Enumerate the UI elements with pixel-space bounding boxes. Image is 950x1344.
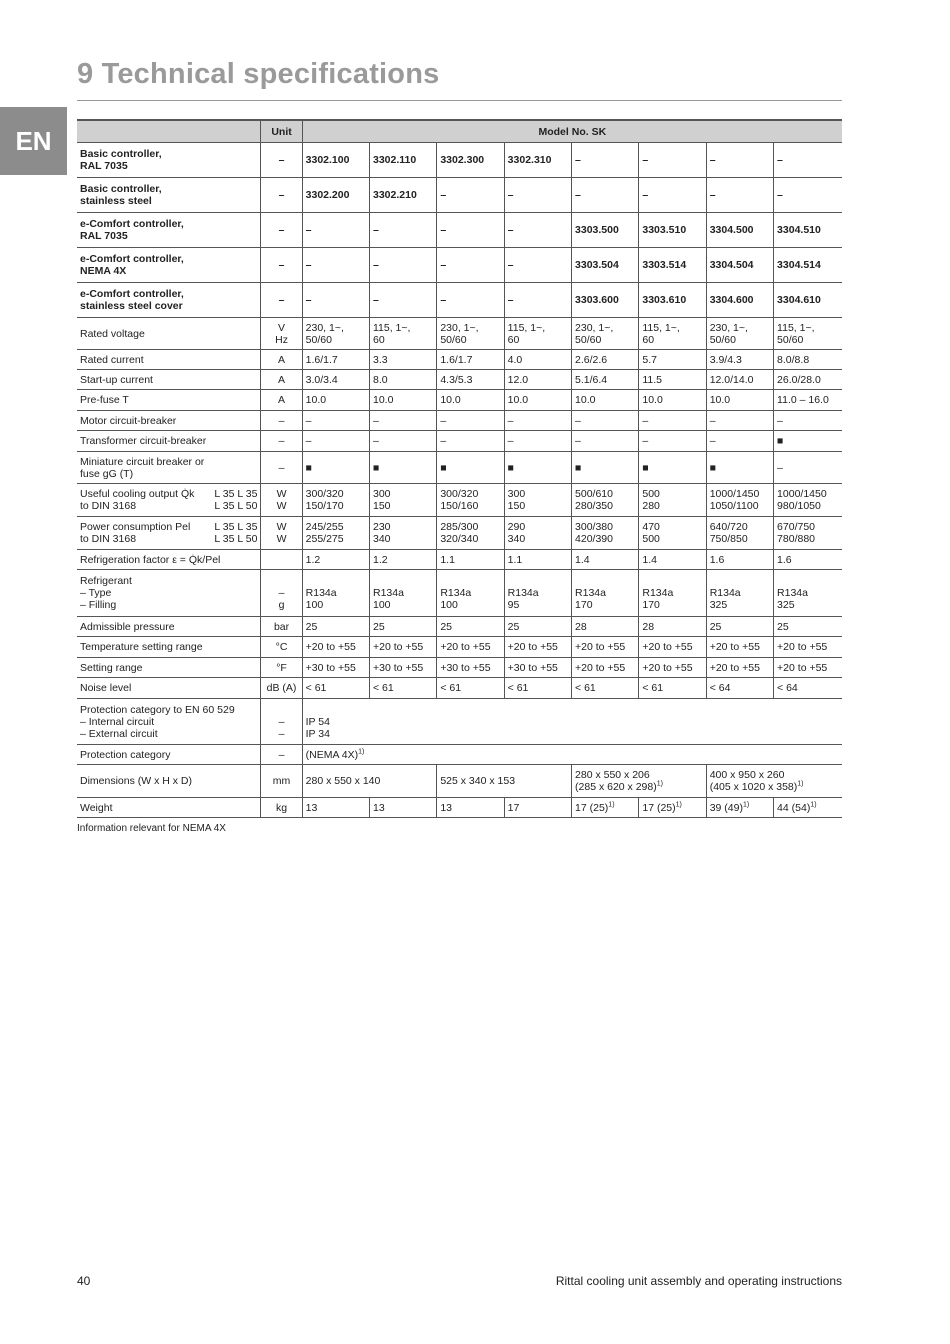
row-rated-voltage [77,318,842,350]
row-value: 10.0 [302,390,369,411]
row-value: R134a 95 [504,570,571,617]
row-value: 3.3 [369,350,436,370]
row-value: 3303.510 [639,213,706,248]
row-value: 3302.310 [504,143,571,178]
row-value: 8.0 [369,370,436,390]
row-value: 10.0 [572,390,639,411]
row-value: – [504,283,571,318]
row-label: Start-up current [77,370,261,390]
row-value: 280 x 550 x 140 [302,765,437,798]
row-label: Motor circuit-breaker [77,411,261,431]
footnote-ref: 1) [797,780,804,788]
row-value: +20 to +55 [572,637,639,658]
footnote-ref: 1) [656,780,663,788]
row-value: – [504,248,571,283]
row-value: 1.6 [774,550,842,570]
row-unit: – [261,213,302,248]
row-unit: – [261,143,302,178]
row-value: – [706,143,773,178]
row-value: 3304.514 [774,248,842,283]
row-label: Transformer circuit-breaker [77,431,261,452]
row-motor-breaker [77,411,842,431]
row-value: ■ [774,431,842,452]
row-value: 13 [369,798,436,818]
row-value: +20 to +55 [504,637,571,658]
row-value: 26.0/28.0 [774,370,842,390]
row-value: 3304.504 [706,248,773,283]
row-value: 285/300 320/340 [437,517,504,550]
row-value: 11.0 – 16.0 [774,390,842,411]
row-value: 25 [369,617,436,637]
row-unit: °C [261,637,302,658]
row-value: < 64 [706,678,773,699]
row-value: 28 [572,617,639,637]
spec-body [77,143,842,818]
row-value: – [437,213,504,248]
row-label: Temperature setting range [77,637,261,658]
row-value: – [369,248,436,283]
row-value: 640/720 750/850 [706,517,773,550]
row-value: 28 [639,617,706,637]
row-value: ■ [706,452,773,484]
row-unit: – [261,178,302,213]
row-value: +20 to +55 [706,637,773,658]
row-unit: – [261,745,302,765]
row-value: +30 to +55 [437,658,504,678]
row-value: 3302.300 [437,143,504,178]
footnote-ref: 1) [358,748,365,755]
row-value: 3302.210 [369,178,436,213]
row-value: 5.7 [639,350,706,370]
row-value: 10.0 [437,390,504,411]
row-value: – [369,411,436,431]
row-label: Admissible pressure [77,617,261,637]
row-value: 1000/1450 1050/1100 [706,484,773,517]
row-unit: – g [261,570,302,617]
footer-title: Rittal cooling unit assembly and operating instructions [555,1274,842,1288]
row-value: +20 to +55 [302,637,369,658]
row-value: +20 to +55 [437,637,504,658]
row-miniature-breaker [77,452,842,484]
row-unit: – [261,452,302,484]
row-value: 300/320 150/170 [302,484,369,517]
row-value: – [437,248,504,283]
row-value: ■ [437,452,504,484]
row-label: Basic controller, stainless steel [77,178,261,213]
row-unit: W W [261,484,302,517]
row-value: – [302,411,369,431]
row-value: – [369,213,436,248]
row-value: ■ [504,452,571,484]
row-value: – [774,411,842,431]
row-value: 17 $(25)^{1)}$ [639,798,706,818]
row-value: < 61 [437,678,504,699]
row-value: 3304.510 [774,213,842,248]
row-value: ■ [639,452,706,484]
row-value: R134a 100 [437,570,504,617]
row-value: R134a 100 [369,570,436,617]
row-value: 290 340 [504,517,571,550]
row-value: 4.3/5.3 [437,370,504,390]
row-value: 3302.100 [302,143,369,178]
row-protection-category [77,745,842,765]
row-label [77,517,261,550]
row-value: 300/320 150/160 [437,484,504,517]
row-value: 17 [504,798,571,818]
row-value: – [774,143,842,178]
row-value: 10.0 [639,390,706,411]
row-value: 115, 1~, 50/60 [774,318,842,350]
row-unit: – [261,411,302,431]
row-value: 8.0/8.8 [774,350,842,370]
row-value: 1.6 [706,550,773,570]
row-value: 3304.610 [774,283,842,318]
row-label: Weight [77,798,261,818]
row-value: 1.6/1.7 [437,350,504,370]
row-label: Protection category [77,745,261,765]
row-label: Pre-fuse T [77,390,261,411]
row-unit: – [261,431,302,452]
row-dimensions [77,765,842,798]
row-value: 5.1/6.4 [572,370,639,390]
row-value: 3.9/4.3 [706,350,773,370]
row-value: 230, 1~, 50/60 [572,318,639,350]
row-ecomfort-ss [77,283,842,318]
footnote-text: Information relevant for NEMA 4X [77,823,226,834]
row-value: – [639,431,706,452]
row-value: 1.4 [639,550,706,570]
row-condition: L 35 L 35 L 35 L 50 [214,488,258,512]
row-value: +30 to +55 [302,658,369,678]
footnote-ref: 1) [742,801,750,808]
row-value: 12.0/14.0 [706,370,773,390]
row-value: 115, 1~, 60 [639,318,706,350]
row-value: 400 x 950 x 260 (405 x 1020 x 358)$^{1)}$ [706,765,842,798]
row-rated-current [77,350,842,370]
row-value: R134a 170 [639,570,706,617]
row-value: – [504,411,571,431]
row-value: – [706,431,773,452]
row-value: 525 x 340 x 153 [437,765,572,798]
row-value: +20 to +55 [369,637,436,658]
row-value: 3304.600 [706,283,773,318]
row-power-consumption [77,517,842,550]
footnote-ref: 1) [608,801,615,808]
row-value: – [302,431,369,452]
row-value: – [572,431,639,452]
row-value: 1000/1450 980/1050 [774,484,842,517]
row-label: Rated voltage [77,318,261,350]
row-label: e-Comfort controller, stainless steel cover [77,283,261,318]
row-refrigeration-factor [77,550,842,570]
row-value: R134a 325 [774,570,842,617]
row-value: – [302,283,369,318]
row-label: Dimensions (W x H x D) [77,765,261,798]
row-value: – [774,178,842,213]
row-unit: A [261,350,302,370]
row-ecomfort-ral [77,213,842,248]
row-value: 1.6/1.7 [302,350,369,370]
row-value: ■ [572,452,639,484]
row-value: 500/610 280/350 [572,484,639,517]
row-unit: – – [261,699,302,745]
row-unit: – [261,283,302,318]
footnote-ref: 1) [675,801,682,808]
row-value: 1.2 [302,550,369,570]
page-title: 9 Technical specifications [77,58,440,90]
row-value: – [437,283,504,318]
row-value: +30 to +55 [369,658,436,678]
row-weight [77,798,842,818]
row-value: 3304.500 [706,213,773,248]
row-value: – [504,178,571,213]
row-value: 245/255 255/275 [302,517,369,550]
row-useful-output [77,484,842,517]
row-value: 3302.110 [369,143,436,178]
row-value: 300 150 [504,484,571,517]
row-value: – [639,178,706,213]
row-value: 230 340 [369,517,436,550]
row-value: – [572,178,639,213]
row-unit [261,550,302,570]
row-value: – [572,411,639,431]
row-value: +20 to +55 [639,658,706,678]
row-unit: dB (A) [261,678,302,699]
row-value: – [437,431,504,452]
row-unit: V Hz [261,318,302,350]
row-setting-range [77,658,842,678]
header-row [77,120,842,143]
row-value: +20 to +55 [774,658,842,678]
row-value: 280 x 550 x 206 (285 x 620 x 298)$^{1)}$ [572,765,707,798]
page-number: 40 [77,1274,91,1288]
row-value: 2.6/2.6 [572,350,639,370]
row-value: 11.5 [639,370,706,390]
row-value: 25 [302,617,369,637]
row-label: Refrigeration factor ε = Q̇k/Pel [77,550,261,570]
row-value: 12.0 [504,370,571,390]
row-value: 1.2 [369,550,436,570]
row-value: 500 280 [639,484,706,517]
row-label: Refrigerant – Type – Filling [77,570,261,617]
row-value: ■ [302,452,369,484]
row-value: – [504,213,571,248]
row-label: e-Comfort controller, NEMA 4X [77,248,261,283]
row-value: 115, 1~, 60 [369,318,436,350]
row-value: 3302.200 [302,178,369,213]
row-value: 25 [706,617,773,637]
row-value: – [369,431,436,452]
row-value: 3.0/3.4 [302,370,369,390]
row-value: IP 54 IP 34 [302,699,842,745]
row-unit: mm [261,765,302,798]
row-value: – [504,431,571,452]
row-basic-ral [77,143,842,178]
row-value: 230, 1~, 50/60 [437,318,504,350]
row-value: 10.0 [504,390,571,411]
row-value: 13 [437,798,504,818]
row-value: 300/380 420/390 [572,517,639,550]
row-value: 3303.610 [639,283,706,318]
row-value: 10.0 [369,390,436,411]
row-value: 25 [774,617,842,637]
row-value: R134a 100 [302,570,369,617]
footnote [77,823,226,834]
row-unit: kg [261,798,302,818]
row-value: 230, 1~, 50/60 [706,318,773,350]
row-value: +30 to +55 [504,658,571,678]
row-value: 115, 1~, 60 [504,318,571,350]
language-tab: EN [0,107,67,175]
row-startup-current [77,370,842,390]
spec-table [77,119,842,818]
row-value: 44 $(54)^{1)}$ [774,798,842,818]
row-label: Basic controller, RAL 7035 [77,143,261,178]
row-value: < 61 [369,678,436,699]
row-value: < 61 [504,678,571,699]
row-value: – [302,213,369,248]
row-prefuse [77,390,842,411]
row-value: 13 [302,798,369,818]
row-value: +20 to +55 [572,658,639,678]
row-label [77,484,261,517]
unit-header: Unit [261,120,302,143]
row-value: 1.1 [504,550,571,570]
row-value: – [706,411,773,431]
row-value: R134a 325 [706,570,773,617]
row-noise-level [77,678,842,699]
row-value: – [572,143,639,178]
row-value: – [774,452,842,484]
row-unit: °F [261,658,302,678]
row-value: 25 [504,617,571,637]
row-value: 4.0 [504,350,571,370]
title-rule [77,100,842,101]
row-value: 230, 1~, 50/60 [302,318,369,350]
row-refrigerant [77,570,842,617]
row-value: – [639,411,706,431]
row-value: R134a 170 [572,570,639,617]
row-value: < 61 [302,678,369,699]
row-condition: L 35 L 35 L 35 L 50 [214,521,258,545]
model-header: Model No. SK [302,120,842,143]
row-label: Miniature circuit breaker or fuse gG (T) [77,452,261,484]
row-label: e-Comfort controller, RAL 7035 [77,213,261,248]
row-unit: – [261,248,302,283]
row-value: 25 [437,617,504,637]
row-value: 3303.500 [572,213,639,248]
row-label: Protection category to EN 60 529 – Internal circuit – External circuit [77,699,261,745]
row-value: 1.4 [572,550,639,570]
row-value: < 61 [639,678,706,699]
row-value: < 61 [572,678,639,699]
row-value: ■ [369,452,436,484]
row-unit: A [261,390,302,411]
row-value: 470 500 [639,517,706,550]
row-value: 3303.514 [639,248,706,283]
row-value: 3303.600 [572,283,639,318]
row-label: Setting range [77,658,261,678]
row-value: – [302,248,369,283]
row-value: 670/750 780/880 [774,517,842,550]
row-value: 17 $(25)^{1)}$ [572,798,639,818]
row-value: – [437,178,504,213]
row-value: – [369,283,436,318]
row-ecomfort-nema [77,248,842,283]
row-value: +20 to +55 [706,658,773,678]
row-unit: W W [261,517,302,550]
row-value: – [706,178,773,213]
row-value: 10.0 [706,390,773,411]
row-label-text: Useful cooling output Q̇k to DIN 3168 [80,488,195,512]
footnote-ref: 1) [810,801,817,808]
row-value: (NEMA 4X)$^{1)}$ [302,745,842,765]
row-protection-en [77,699,842,745]
row-value: +20 to +55 [774,637,842,658]
row-value: – [639,143,706,178]
row-value: +20 to +55 [639,637,706,658]
row-transformer-breaker [77,431,842,452]
row-admissible-pressure [77,617,842,637]
row-label: Noise level [77,678,261,699]
row-temp-setting-range [77,637,842,658]
row-value: 1.1 [437,550,504,570]
row-basic-ss [77,178,842,213]
row-label: Rated current [77,350,261,370]
row-value: 39 $(49)^{1)}$ [706,798,773,818]
row-value: – [437,411,504,431]
row-value: 3303.504 [572,248,639,283]
row-value: 300 150 [369,484,436,517]
label-header [77,120,261,143]
row-unit: A [261,370,302,390]
row-label-text: Power consumption Pel to DIN 3168 [80,521,191,545]
row-value: < 64 [774,678,842,699]
row-unit: bar [261,617,302,637]
